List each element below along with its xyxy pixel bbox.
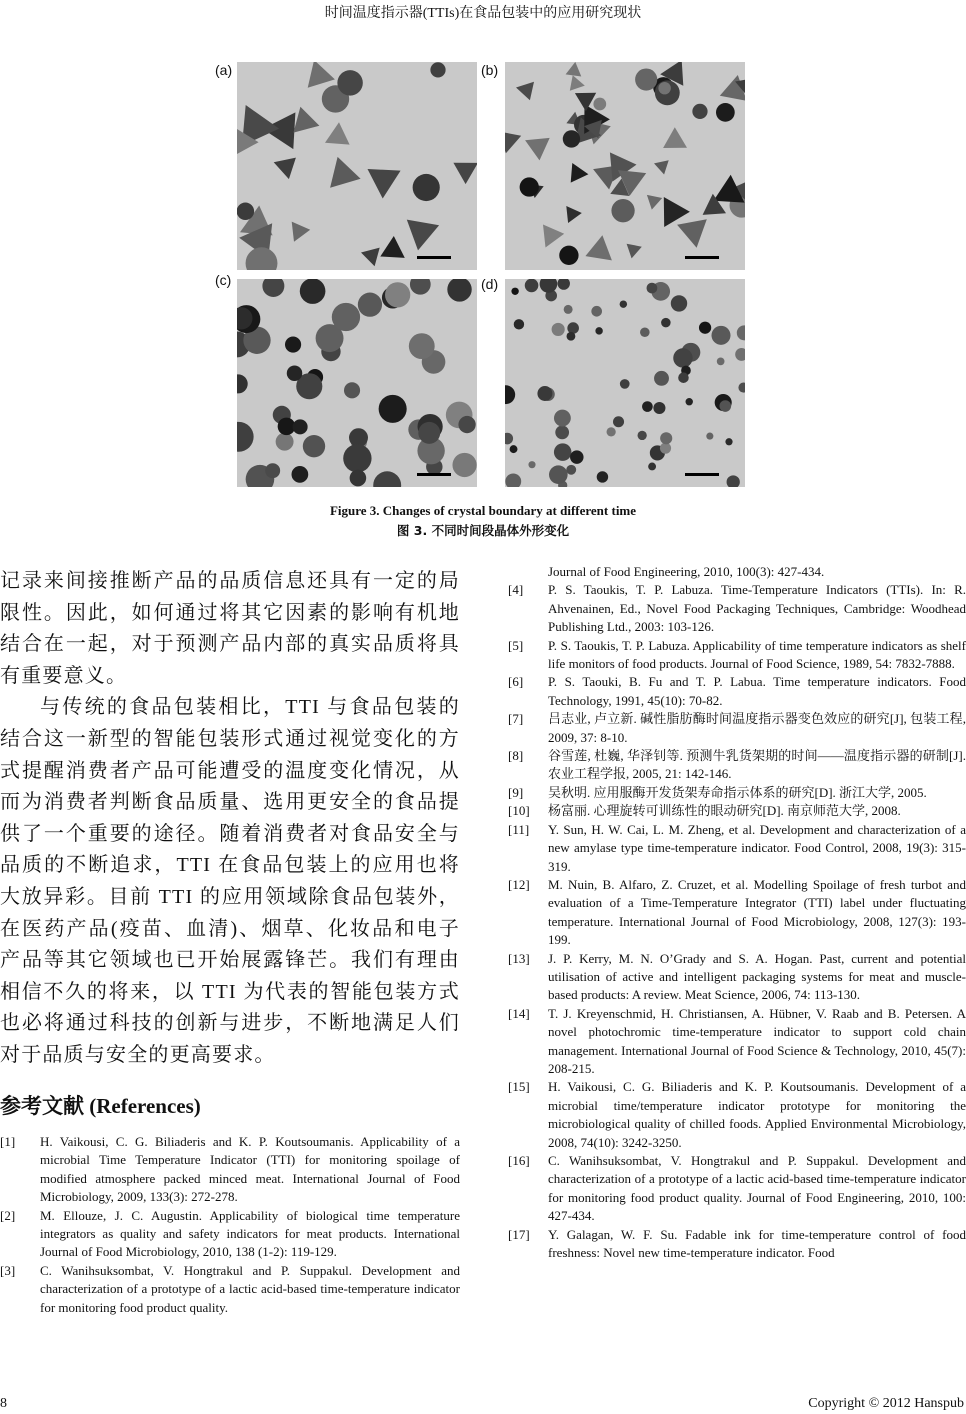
reference-text: J. P. Kerry, M. N. O’Grady and S. A. Hogan. Past, current and potential utilisation of active and intelligent packaging systems for meat and muscle-based products: A review. Meat Science, 2006, 74: 113-130. bbox=[548, 950, 966, 1003]
particle bbox=[325, 122, 350, 144]
scale-bar bbox=[685, 256, 719, 259]
page-number: 8 bbox=[0, 1396, 7, 1411]
micrograph-b bbox=[505, 62, 745, 270]
panel-label-c: (c) bbox=[215, 272, 232, 288]
particle bbox=[661, 318, 670, 327]
particle bbox=[607, 427, 616, 436]
particle bbox=[563, 130, 580, 147]
running-header: 时间温度指示器(TTIs)在食品包装中的应用研究现状 bbox=[324, 6, 642, 21]
particle bbox=[635, 68, 657, 90]
particle bbox=[505, 385, 515, 404]
reference-text: 谷雪莲, 杜巍, 华泽钊等. 预测牛乳货架期的时间——温度指示器的研制[J]. 农业工程学报, 2005, 21: 142-146. bbox=[548, 748, 966, 782]
particle bbox=[505, 473, 521, 487]
micrograph-a bbox=[237, 62, 477, 270]
particle bbox=[293, 419, 308, 434]
particle bbox=[237, 203, 254, 220]
particle bbox=[330, 157, 361, 188]
particle bbox=[658, 82, 670, 94]
particle bbox=[611, 199, 634, 222]
figure-3 bbox=[215, 62, 745, 487]
reference-text: 吕志业, 卢立新. 碱性脂肪酶时间温度指示器变色效应的研究[J], 包装工程, 2009, 37: 8-10. bbox=[548, 711, 966, 745]
particle bbox=[292, 466, 309, 483]
micrograph-c bbox=[237, 279, 477, 487]
reference-number: [16] bbox=[508, 1153, 530, 1168]
reference-text: M. Nuin, B. Alfaro, Z. Cruzet, et al. Modelling Spoilage of fresh turbot and evaluation of a Time-Temperature Integrator (TTI) label under fluctuating temperature. International Journal of Food Microbiology, 2008, 127(3): 193-199. bbox=[548, 876, 966, 948]
particle bbox=[343, 444, 371, 472]
particle bbox=[638, 431, 647, 440]
particle bbox=[727, 475, 740, 487]
particle bbox=[274, 158, 296, 180]
particle bbox=[407, 220, 439, 251]
particle bbox=[525, 138, 550, 161]
reference-item bbox=[508, 747, 966, 784]
particle bbox=[567, 322, 579, 334]
particle bbox=[285, 337, 301, 353]
particle bbox=[505, 433, 513, 445]
references-heading: 参考文献 (References) bbox=[0, 1094, 201, 1118]
particle bbox=[640, 327, 650, 337]
particle bbox=[595, 327, 602, 334]
reference-item bbox=[508, 1005, 966, 1079]
particle bbox=[564, 305, 573, 314]
reference-item bbox=[508, 710, 966, 747]
reference-number: [5] bbox=[508, 637, 524, 653]
particle bbox=[738, 382, 745, 392]
particle bbox=[358, 293, 382, 317]
reference-number: [4] bbox=[508, 582, 524, 598]
reference-number: [10] bbox=[508, 803, 530, 819]
reference-text: Y. Sun, H. W. Cai, L. M. Zheng, et al. Development and characterization of a new amylase type time-temperature indicator. Food Control, 2008, 19(3): 315-319. bbox=[548, 821, 966, 874]
particle bbox=[671, 295, 687, 311]
particle bbox=[571, 163, 589, 183]
reference-text: Y. Galagan, W. F. Su. Fadable ink for time-temperature control of food freshness: Novel new time-temperature indicator. Food bbox=[548, 1226, 966, 1261]
scale-bar bbox=[417, 256, 451, 259]
particle bbox=[555, 426, 569, 440]
particle bbox=[447, 279, 471, 302]
reference-number: [14] bbox=[508, 1005, 530, 1021]
reference-text: C. Wanihsuksombat, V. Hongtrakul and P. Suppakul. Development and characterization of a prototype of a lactic acid-based time-temperature indicator for monitoring food product quality. bbox=[40, 1262, 460, 1315]
particle bbox=[554, 410, 571, 427]
particle bbox=[566, 465, 576, 475]
particle bbox=[308, 62, 335, 88]
particle bbox=[660, 432, 672, 444]
particle bbox=[717, 357, 725, 365]
particle bbox=[294, 107, 320, 133]
particle bbox=[648, 463, 656, 471]
reference-item bbox=[508, 821, 966, 876]
particle bbox=[559, 246, 578, 265]
particle bbox=[292, 222, 311, 242]
micrograph-d bbox=[505, 279, 745, 487]
particle bbox=[511, 288, 518, 295]
particle bbox=[664, 197, 690, 227]
copyright: Copyright © 2012 Hanspub bbox=[808, 1396, 964, 1411]
figure-caption-zh: 图 3. 不同时间段晶体外形变化 bbox=[396, 523, 570, 538]
particle bbox=[591, 306, 602, 317]
particle bbox=[246, 247, 278, 270]
particle bbox=[593, 98, 606, 111]
particle bbox=[613, 416, 624, 427]
particle bbox=[597, 471, 608, 482]
particle bbox=[558, 279, 570, 290]
reference-text: P. S. Taouki, B. Fu and T. P. Labua. Time temperature indicators. Food Technology, 1991, 45(10): 70-82. bbox=[548, 674, 966, 708]
reference-text: C. Wanihsuksombat, V. Hongtrakul and P. Suppakul. Development and characterization of a prototype of a lactic acid-based time-temperature indicator for monitoring food product quality. Journal of Food Engineering, 2010, 100: 427-434. bbox=[548, 1153, 966, 1224]
particle bbox=[654, 371, 669, 386]
particle bbox=[686, 398, 693, 405]
reference-text: P. S. Taoukis, T. P. Labuza. Time-Temperature Indicators (TTIs). In: R. Ahvenainen, Ed., Novel Food Packaging Techniques, Cambridge: Woodhead Publishing Ltd., 2003: 103-126. bbox=[548, 582, 966, 635]
scale-bar bbox=[417, 473, 451, 476]
reference-item bbox=[508, 563, 966, 581]
particle bbox=[262, 279, 284, 297]
reference-item bbox=[0, 1207, 460, 1262]
particle bbox=[678, 372, 689, 383]
reference-number: [2] bbox=[0, 1207, 16, 1223]
particle bbox=[276, 433, 294, 451]
particle bbox=[620, 379, 630, 389]
reference-number: [12] bbox=[508, 876, 530, 892]
particle bbox=[540, 279, 558, 293]
particle bbox=[719, 400, 731, 412]
particle bbox=[514, 319, 524, 329]
reference-text: 吴秋明. 应用服酶开发货架寿命指示体系的研究[D]. 浙江大学, 2005. bbox=[548, 784, 927, 800]
particle bbox=[458, 416, 475, 433]
particle bbox=[570, 75, 585, 91]
particle bbox=[692, 104, 707, 119]
reference-number: [7] bbox=[508, 711, 524, 727]
reference-text: P. S. Taoukis, T. P. Labuza. Applicability of time temperature indicators as shelf life monitors of food products. Journal of Food Science, 1989, 54: 7832-7888. bbox=[548, 637, 966, 672]
particle bbox=[552, 323, 565, 336]
particle bbox=[368, 169, 401, 199]
particle bbox=[570, 450, 583, 463]
particle bbox=[265, 463, 280, 478]
particle bbox=[543, 225, 564, 248]
reference-item bbox=[508, 950, 966, 1005]
reference-item bbox=[508, 802, 966, 820]
particle bbox=[520, 177, 539, 196]
particle bbox=[620, 300, 627, 307]
reference-item bbox=[508, 673, 966, 710]
reference-text: H. Vaikousi, C. G. Biliaderis and K. P. Koutsoumanis. Applicability of a microbial Time Temperature Indicator (TTI) for monitoring spoilage of modified atmosphere packed minced meat. International Journal of Food Microbiology, 2009, 133(3): 272-278. bbox=[40, 1134, 460, 1205]
particle bbox=[380, 236, 405, 258]
particle bbox=[566, 62, 582, 77]
particle bbox=[303, 435, 325, 457]
panel-label-b: (b) bbox=[481, 62, 499, 78]
reference-text: 杨富丽. 心理旋转可训练性的眼动研究[D]. 南京师范大学, 2008. bbox=[548, 803, 901, 819]
particle bbox=[699, 322, 711, 334]
reference-number: [15] bbox=[508, 1079, 530, 1095]
particle bbox=[332, 303, 360, 331]
particle bbox=[585, 235, 612, 260]
particle bbox=[647, 195, 662, 210]
reference-item bbox=[0, 1262, 460, 1317]
paragraph: 记录来间接推断产品的品质信息还具有一定的局限性。因此，如何通过将其它因素的影响有机地结合在一起，对于预测产品内部的真实品质将具有重要意义。 bbox=[0, 570, 460, 687]
reference-item bbox=[508, 784, 966, 802]
particle bbox=[237, 374, 248, 393]
particle bbox=[453, 163, 477, 184]
particle bbox=[528, 461, 535, 468]
particle bbox=[654, 160, 669, 174]
references-left bbox=[0, 1133, 460, 1317]
reference-number: [8] bbox=[508, 748, 524, 764]
scale-bar bbox=[685, 473, 719, 476]
reference-item bbox=[508, 1152, 966, 1226]
reference-number: [9] bbox=[508, 784, 524, 800]
particle bbox=[373, 471, 401, 487]
particle bbox=[566, 206, 582, 223]
particle bbox=[677, 219, 707, 247]
particle bbox=[361, 248, 380, 267]
reference-item bbox=[508, 1078, 966, 1152]
reference-item bbox=[508, 1226, 966, 1263]
particle bbox=[737, 325, 745, 340]
particle bbox=[567, 332, 576, 341]
particle bbox=[516, 82, 534, 100]
particle bbox=[537, 386, 552, 401]
particle bbox=[711, 326, 730, 345]
reference-item bbox=[508, 637, 966, 674]
reference-text: Journal of Food Engineering, 2010, 100(3): 427-434. bbox=[548, 564, 825, 579]
particle bbox=[510, 445, 518, 453]
particle bbox=[337, 70, 362, 95]
particle bbox=[575, 93, 596, 112]
reference-text: M. Ellouze, J. C. Augustin. Applicability of biological time temperature integrators as quality and safety indicators for meat products. International Journal of Food Microbiology, 2010, 138 (1-2): 119-129. bbox=[40, 1207, 460, 1260]
particle bbox=[725, 438, 732, 445]
particle bbox=[409, 333, 435, 359]
particle bbox=[549, 465, 568, 484]
particle bbox=[379, 395, 407, 423]
reference-text: T. J. Kreyenschmid, H. Christiansen, A. Hübner, V. Raab and B. Petersen. A novel photochromic time-temperature indicator to support cold chain management. International Journal of Food Science & Technology, 2010, 45(7): 208-215. bbox=[548, 1005, 966, 1076]
particle bbox=[413, 174, 440, 201]
panel-label-a: (a) bbox=[215, 62, 233, 78]
particle bbox=[350, 470, 367, 487]
reference-item bbox=[508, 876, 966, 950]
particle bbox=[287, 365, 302, 380]
reference-number bbox=[508, 563, 548, 581]
particle bbox=[525, 279, 539, 292]
particle bbox=[673, 348, 692, 367]
particle bbox=[410, 279, 431, 295]
particle bbox=[735, 348, 745, 361]
references-right bbox=[508, 563, 966, 1262]
particle bbox=[627, 244, 642, 259]
particle bbox=[385, 282, 410, 307]
reference-number: [13] bbox=[508, 950, 530, 966]
particle bbox=[647, 283, 658, 294]
reference-number: [17] bbox=[508, 1226, 530, 1242]
particle bbox=[344, 382, 360, 398]
reference-item bbox=[508, 581, 966, 636]
paragraph: 与传统的食品包装相比，TTI 与食品包装的结合这一新型的智能包装形式通过视觉变化的方式提醒消费者产品可能遭受的温度变化情况，从而为消费者判断食品质量、选用更安全的食品提供了一个重要的途径。随着消费者对食品安全与品质的不断追求，TTI 在食品包装上的应用也将大放异彩。目前 TTI 的应用领域除食品包装外，在医药产品(疫苗、血清)、烟草、化妆品和电子产品等其它领域也已开始展露锋芒。我们有理由相信不久的将来，以 TTI 为代表的智能包装方式也必将通过科技的创新与进步，不断地满足人们对于品质与安全的更高要求。 bbox=[0, 696, 460, 1066]
particle bbox=[452, 453, 476, 477]
figure-caption-en: Figure 3. Changes of crystal boundary at different time bbox=[329, 503, 637, 518]
particle bbox=[554, 443, 572, 461]
particle bbox=[663, 127, 687, 148]
particle bbox=[642, 401, 653, 412]
panel-label-d: (d) bbox=[481, 276, 499, 292]
reference-item bbox=[0, 1133, 460, 1207]
particle bbox=[716, 103, 735, 122]
particle bbox=[237, 422, 254, 452]
particle bbox=[706, 433, 713, 440]
particle bbox=[653, 402, 665, 414]
reference-number: [11] bbox=[508, 821, 530, 837]
particle bbox=[505, 131, 521, 153]
reference-number: [1] bbox=[0, 1134, 16, 1149]
reference-number: [6] bbox=[508, 674, 524, 690]
particle bbox=[418, 422, 440, 444]
particle bbox=[430, 62, 445, 77]
reference-number: [3] bbox=[0, 1262, 16, 1278]
body-text bbox=[0, 566, 460, 1072]
reference-text: H. Vaikousi, C. G. Biliaderis and K. P. Koutsoumanis. Development of a microbial time/temperature indicator prototype for monitoring the microbiological quality of chilled foods. Applied Environmental Microbiology, 2008, 74(10): 3242-3250. bbox=[548, 1079, 966, 1150]
particle bbox=[300, 279, 326, 304]
